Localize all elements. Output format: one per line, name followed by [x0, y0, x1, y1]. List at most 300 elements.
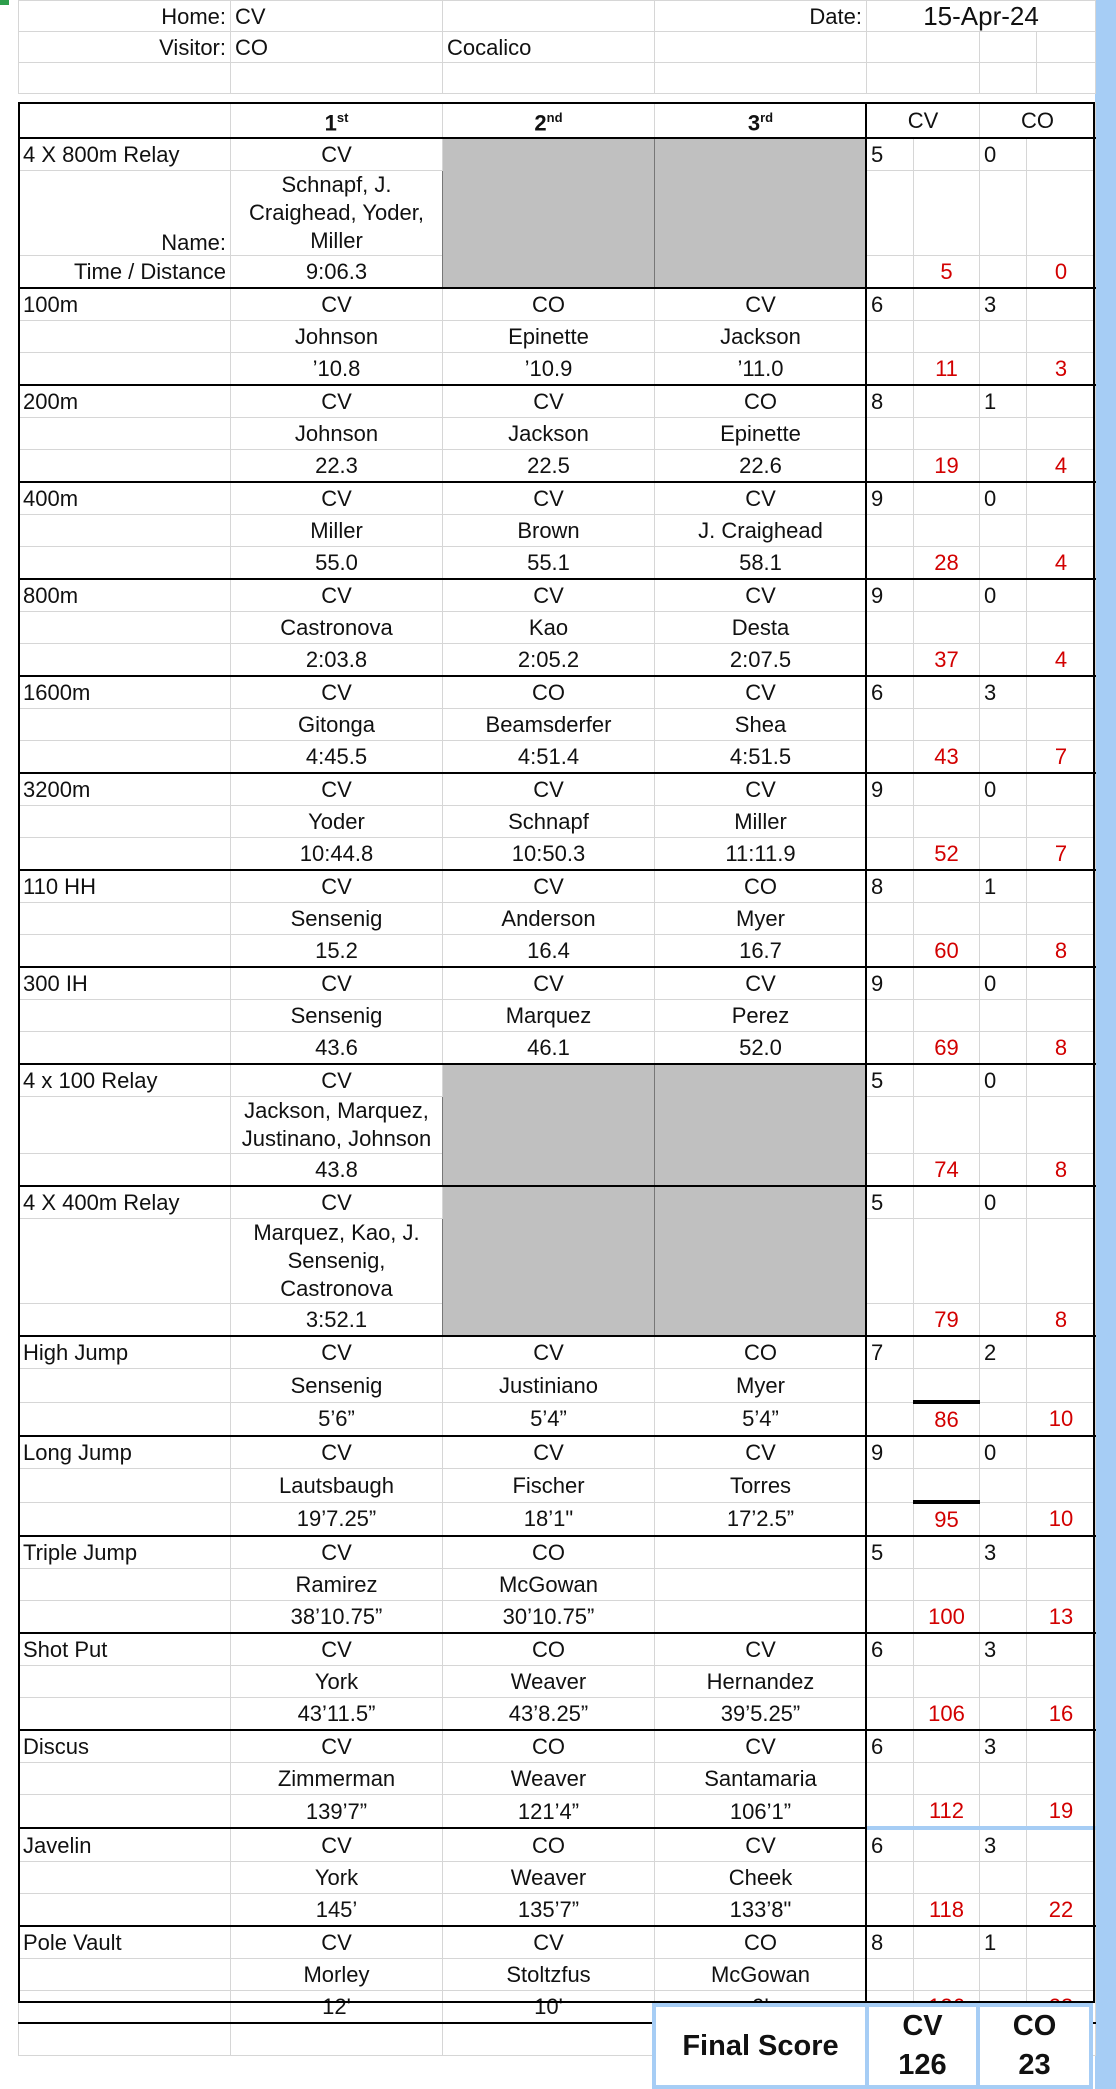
- athlete-name[interactable]: McGowan: [443, 1569, 655, 1601]
- event-points-a[interactable]: 5: [867, 1536, 914, 1569]
- final-score-box: [652, 2003, 1093, 2089]
- event-name[interactable]: 800m: [19, 579, 231, 612]
- athlete-name[interactable]: Perez: [655, 1000, 867, 1032]
- event-points-b[interactable]: 0: [980, 1186, 1027, 1219]
- home-label: Home:: [19, 1, 231, 32]
- cumulative-b: 8: [1027, 1304, 1096, 1337]
- meet-header: [18, 0, 1096, 94]
- relay-athletes[interactable]: Jackson, Marquez, Justinano, Johnson: [231, 1097, 443, 1154]
- marks-row: [19, 1402, 1096, 1436]
- marks-row: [19, 547, 1096, 580]
- col-header-third: 3rd: [655, 103, 867, 139]
- result-mark[interactable]: 11:11.9: [655, 838, 867, 871]
- relay-name-label[interactable]: [19, 1097, 231, 1154]
- event-row: [19, 1186, 1096, 1219]
- event-points-b[interactable]: 2: [980, 1336, 1027, 1369]
- marks-row: [19, 644, 1096, 677]
- athlete-name[interactable]: Hernandez: [655, 1666, 867, 1698]
- event-name[interactable]: 4 x 100 Relay: [19, 1064, 231, 1097]
- event-points-b[interactable]: 3: [980, 1828, 1027, 1862]
- time-label[interactable]: [19, 1304, 231, 1337]
- event-points-a[interactable]: 9: [867, 967, 914, 1000]
- result-mark[interactable]: 19’7.25”: [231, 1502, 443, 1536]
- athlete-name[interactable]: Sensenig: [231, 1369, 443, 1403]
- event-points-a[interactable]: 9: [867, 579, 914, 612]
- athlete-name[interactable]: Myer: [655, 1369, 867, 1403]
- cumulative-a: 37: [914, 644, 980, 677]
- relay-time[interactable]: 3:52.1: [231, 1304, 443, 1337]
- marks-row: [19, 1795, 1096, 1829]
- event-points-a[interactable]: 6: [867, 1633, 914, 1666]
- result-mark[interactable]: 39’5.25”: [655, 1698, 867, 1731]
- athletes-row: [19, 1369, 1096, 1403]
- event-name[interactable]: Shot Put: [19, 1633, 231, 1666]
- event-row: [19, 1926, 1096, 1959]
- final-team-b: CO: [978, 2007, 1089, 2046]
- athletes-row: [19, 321, 1096, 353]
- event-row: [19, 1730, 1096, 1763]
- event-row: [19, 870, 1096, 903]
- result-mark[interactable]: 2:03.8: [231, 644, 443, 677]
- event-points-b[interactable]: 3: [980, 1633, 1027, 1666]
- home-code[interactable]: CV: [231, 1, 443, 32]
- result-mark[interactable]: 22.3: [231, 450, 443, 483]
- event-points-b[interactable]: 0: [980, 967, 1027, 1000]
- result-mark[interactable]: 43.6: [231, 1032, 443, 1065]
- event-row: [19, 1064, 1096, 1097]
- cumulative-b: 7: [1027, 838, 1096, 871]
- place-team[interactable]: CV: [443, 967, 655, 1000]
- cumulative-a: 69: [914, 1032, 980, 1065]
- place-team[interactable]: CV: [231, 1436, 443, 1469]
- event-name[interactable]: 400m: [19, 482, 231, 515]
- relay-team[interactable]: CV: [231, 138, 443, 171]
- athlete-name[interactable]: Fischer: [443, 1469, 655, 1503]
- place-team[interactable]: CV: [443, 1436, 655, 1469]
- time-label[interactable]: [19, 1154, 231, 1187]
- athlete-name[interactable]: Beamsderfer: [443, 709, 655, 741]
- result-mark[interactable]: 16.4: [443, 935, 655, 968]
- relay-time[interactable]: 9:06.3: [231, 256, 443, 289]
- relay-blank-3rd: [655, 138, 867, 288]
- event-name[interactable]: Discus: [19, 1730, 231, 1763]
- place-team[interactable]: CV: [443, 482, 655, 515]
- final-score-label: Final Score: [682, 2029, 839, 2062]
- place-team[interactable]: CV: [443, 579, 655, 612]
- event-row: [19, 676, 1096, 709]
- relay-name-label[interactable]: Name:: [19, 171, 231, 256]
- place-team[interactable]: CV: [231, 288, 443, 321]
- place-team[interactable]: CO: [443, 1536, 655, 1569]
- marks-row: [19, 1698, 1096, 1731]
- athlete-name[interactable]: Jackson: [655, 321, 867, 353]
- place-team[interactable]: CV: [443, 870, 655, 903]
- cumulative-b: 7: [1027, 741, 1096, 774]
- place-team[interactable]: CV: [655, 482, 867, 515]
- event-points-a[interactable]: 6: [867, 676, 914, 709]
- athlete-name[interactable]: Torres: [655, 1469, 867, 1503]
- relay-blank-2nd: [443, 1064, 655, 1186]
- event-points-a[interactable]: 5: [867, 138, 914, 171]
- cumulative-b: 10: [1027, 1402, 1096, 1436]
- cumulative-a: 11: [914, 353, 980, 386]
- marks-row: [19, 741, 1096, 774]
- place-team[interactable]: CV: [231, 1926, 443, 1959]
- event-points-a[interactable]: 6: [867, 288, 914, 321]
- final-score-a: 126: [867, 2046, 978, 2085]
- event-points-b[interactable]: 1: [980, 1926, 1027, 1959]
- final-score-b: 23: [978, 2046, 1089, 2085]
- athlete-name[interactable]: Morley: [231, 1959, 443, 1991]
- relay-team[interactable]: CV: [231, 1064, 443, 1097]
- result-mark[interactable]: 4:51.4: [443, 741, 655, 774]
- col-header-team-a: CV: [867, 103, 980, 139]
- event-points-a[interactable]: 9: [867, 482, 914, 515]
- result-mark[interactable]: 58.1: [655, 547, 867, 580]
- result-mark[interactable]: 43’8.25”: [443, 1698, 655, 1731]
- athlete-name[interactable]: Yoder: [231, 806, 443, 838]
- athlete-name[interactable]: Marquez: [443, 1000, 655, 1032]
- cumulative-b: 4: [1027, 450, 1096, 483]
- marks-row: [19, 838, 1096, 871]
- result-mark[interactable]: 52.0: [655, 1032, 867, 1065]
- athlete-name[interactable]: Miller: [655, 806, 867, 838]
- event-points-b[interactable]: 0: [980, 138, 1027, 171]
- cumulative-b: 8: [1027, 1154, 1096, 1187]
- athlete-name[interactable]: Castronova: [231, 612, 443, 644]
- athletes-row: [19, 1666, 1096, 1698]
- result-mark[interactable]: ’10.9: [443, 353, 655, 386]
- athlete-name[interactable]: Shea: [655, 709, 867, 741]
- results-table: [18, 102, 1096, 2056]
- cumulative-a: 79: [914, 1304, 980, 1337]
- athlete-name[interactable]: Weaver: [443, 1862, 655, 1894]
- place-team[interactable]: CV: [231, 1633, 443, 1666]
- event-points-a[interactable]: 8: [867, 870, 914, 903]
- event-row: [19, 1336, 1096, 1369]
- athlete-name[interactable]: Epinette: [655, 418, 867, 450]
- event-name[interactable]: 3200m: [19, 773, 231, 806]
- cumulative-a: 43: [914, 741, 980, 774]
- cumulative-a: 52: [914, 838, 980, 871]
- result-mark[interactable]: 17’2.5”: [655, 1502, 867, 1536]
- athlete-name[interactable]: Gitonga: [231, 709, 443, 741]
- place-team[interactable]: CO: [443, 1730, 655, 1763]
- marks-row: [19, 935, 1096, 968]
- relay-time[interactable]: 43.8: [231, 1154, 443, 1187]
- place-team[interactable]: CO: [655, 1926, 867, 1959]
- place-team[interactable]: CV: [443, 385, 655, 418]
- relay-blank-2nd: [443, 1186, 655, 1336]
- result-mark[interactable]: 133’8": [655, 1894, 867, 1927]
- athlete-name[interactable]: Weaver: [443, 1763, 655, 1795]
- marks-row: [19, 1502, 1096, 1536]
- event-row: [19, 773, 1096, 806]
- place-team[interactable]: CV: [443, 1336, 655, 1369]
- event-points-a[interactable]: 8: [867, 1926, 914, 1959]
- athlete-name[interactable]: Anderson: [443, 903, 655, 935]
- col-header-first: 1st: [231, 103, 443, 139]
- event-points-a[interactable]: 6: [867, 1828, 914, 1862]
- event-row: [19, 1536, 1096, 1569]
- result-mark[interactable]: 55.1: [443, 547, 655, 580]
- athlete-name[interactable]: Epinette: [443, 321, 655, 353]
- event-row: [19, 1633, 1096, 1666]
- event-row: [19, 1436, 1096, 1469]
- place-team[interactable]: CV: [655, 967, 867, 1000]
- result-mark[interactable]: 43’11.5”: [231, 1698, 443, 1731]
- result-mark[interactable]: 15.2: [231, 935, 443, 968]
- place-team[interactable]: CO: [443, 1633, 655, 1666]
- place-team[interactable]: CV: [231, 482, 443, 515]
- cumulative-a: 60: [914, 935, 980, 968]
- visitor-code[interactable]: CO: [231, 32, 443, 63]
- athletes-row: [19, 515, 1096, 547]
- event-name[interactable]: 4 X 400m Relay: [19, 1186, 231, 1219]
- athlete-name[interactable]: McGowan: [655, 1959, 867, 1991]
- athlete-name[interactable]: Lautsbaugh: [231, 1469, 443, 1503]
- date-label: Date:: [655, 1, 867, 32]
- athlete-name[interactable]: Desta: [655, 612, 867, 644]
- place-team[interactable]: CV: [655, 1436, 867, 1469]
- cumulative-a: 100: [914, 1601, 980, 1634]
- result-mark[interactable]: 22.6: [655, 450, 867, 483]
- result-mark[interactable]: 10': [443, 1991, 655, 2024]
- result-mark[interactable]: 22.5: [443, 450, 655, 483]
- event-points-a[interactable]: 7: [867, 1336, 914, 1369]
- place-team[interactable]: CO: [443, 288, 655, 321]
- result-mark[interactable]: 2:05.2: [443, 644, 655, 677]
- event-points-b[interactable]: 1: [980, 870, 1027, 903]
- place-team[interactable]: CV: [443, 773, 655, 806]
- place-team[interactable]: CV: [655, 1828, 867, 1862]
- marks-row: [19, 1032, 1096, 1065]
- result-mark[interactable]: 5’4”: [443, 1402, 655, 1436]
- cumulative-a: 28: [914, 547, 980, 580]
- athletes-row: [19, 1959, 1096, 1991]
- result-mark[interactable]: 38’10.75”: [231, 1601, 443, 1634]
- place-team[interactable]: CV: [655, 579, 867, 612]
- event-points-b[interactable]: 0: [980, 1436, 1027, 1469]
- cumulative-b: 4: [1027, 547, 1096, 580]
- athletes-row: [19, 612, 1096, 644]
- cumulative-a: 5: [914, 256, 980, 289]
- athlete-name[interactable]: York: [231, 1862, 443, 1894]
- result-mark[interactable]: 4:45.5: [231, 741, 443, 774]
- marks-row: [19, 450, 1096, 483]
- cumulative-b: 19: [1027, 1795, 1096, 1829]
- result-mark[interactable]: 16.7: [655, 935, 867, 968]
- place-team[interactable]: CV: [231, 676, 443, 709]
- event-name[interactable]: Pole Vault: [19, 1926, 231, 1959]
- place-team[interactable]: CO: [655, 1336, 867, 1369]
- result-mark[interactable]: 139’7”: [231, 1795, 443, 1829]
- event-name[interactable]: 100m: [19, 288, 231, 321]
- event-name[interactable]: Long Jump: [19, 1436, 231, 1469]
- result-mark[interactable]: 46.1: [443, 1032, 655, 1065]
- event-points-b[interactable]: 3: [980, 676, 1027, 709]
- result-mark[interactable]: 135’7”: [443, 1894, 655, 1927]
- event-name[interactable]: 1600m: [19, 676, 231, 709]
- event-name[interactable]: Triple Jump: [19, 1536, 231, 1569]
- result-mark[interactable]: ’11.0: [655, 353, 867, 386]
- place-team[interactable]: CV: [231, 1336, 443, 1369]
- athlete-name[interactable]: Justiniano: [443, 1369, 655, 1403]
- athlete-name[interactable]: York: [231, 1666, 443, 1698]
- cell-cursor-mark: [0, 0, 9, 5]
- result-mark[interactable]: [655, 1601, 867, 1634]
- athletes-row: [19, 418, 1096, 450]
- athlete-name[interactable]: Santamaria: [655, 1763, 867, 1795]
- place-team[interactable]: CO: [655, 870, 867, 903]
- event-name[interactable]: High Jump: [19, 1336, 231, 1369]
- athlete-name[interactable]: Jackson: [443, 418, 655, 450]
- athlete-name[interactable]: [655, 1569, 867, 1601]
- event-points-a[interactable]: 8: [867, 385, 914, 418]
- result-mark[interactable]: 145’: [231, 1894, 443, 1927]
- cumulative-b: 22: [1027, 1894, 1096, 1927]
- athlete-name[interactable]: Brown: [443, 515, 655, 547]
- relay-team[interactable]: CV: [231, 1186, 443, 1219]
- event-points-b[interactable]: 0: [980, 482, 1027, 515]
- event-points-b[interactable]: 0: [980, 773, 1027, 806]
- cumulative-a: 86: [914, 1402, 980, 1436]
- result-mark[interactable]: 18’1": [443, 1502, 655, 1536]
- athlete-name[interactable]: Cheek: [655, 1862, 867, 1894]
- result-mark[interactable]: 121’4”: [443, 1795, 655, 1829]
- athletes-row: [19, 1569, 1096, 1601]
- cumulative-b: 16: [1027, 1698, 1096, 1731]
- place-team[interactable]: CV: [231, 967, 443, 1000]
- athletes-row: [19, 1763, 1096, 1795]
- athletes-row: [19, 903, 1096, 935]
- athletes-row: [19, 709, 1096, 741]
- result-mark[interactable]: 106’1”: [655, 1795, 867, 1829]
- result-mark[interactable]: 5’4”: [655, 1402, 867, 1436]
- athlete-name[interactable]: Sensenig: [231, 903, 443, 935]
- event-row: [19, 385, 1096, 418]
- date-value[interactable]: 15-Apr-24: [867, 1, 1096, 32]
- place-team[interactable]: CV: [655, 1730, 867, 1763]
- cumulative-b: 0: [1027, 256, 1096, 289]
- place-team[interactable]: CV: [655, 773, 867, 806]
- result-mark[interactable]: 4:51.5: [655, 741, 867, 774]
- event-points-a[interactable]: 9: [867, 1436, 914, 1469]
- athlete-name[interactable]: Miller: [231, 515, 443, 547]
- place-team[interactable]: CV: [655, 676, 867, 709]
- col-header-team-b: CO: [980, 103, 1096, 139]
- place-team[interactable]: CV: [231, 1828, 443, 1862]
- athletes-row: [19, 1469, 1096, 1503]
- place-team[interactable]: CV: [655, 288, 867, 321]
- cumulative-b: 4: [1027, 644, 1096, 677]
- result-mark[interactable]: 10:50.3: [443, 838, 655, 871]
- place-team[interactable]: CV: [231, 1730, 443, 1763]
- place-team[interactable]: CV: [443, 1926, 655, 1959]
- cumulative-a: 74: [914, 1154, 980, 1187]
- relay-athletes[interactable]: Schnapf, J. Craighead, Yoder, Miller: [231, 171, 443, 256]
- result-mark[interactable]: 30’10.75”: [443, 1601, 655, 1634]
- cumulative-a: 118: [914, 1894, 980, 1927]
- event-points-a[interactable]: 6: [867, 1730, 914, 1763]
- event-points-a[interactable]: 5: [867, 1064, 914, 1097]
- athlete-name[interactable]: Ramirez: [231, 1569, 443, 1601]
- athlete-name[interactable]: J. Craighead: [655, 515, 867, 547]
- result-mark[interactable]: 5’6”: [231, 1402, 443, 1436]
- event-row: [19, 967, 1096, 1000]
- event-name[interactable]: Javelin: [19, 1828, 231, 1862]
- event-points-a[interactable]: 5: [867, 1186, 914, 1219]
- relay-blank-2nd: [443, 138, 655, 288]
- athlete-name[interactable]: Kao: [443, 612, 655, 644]
- event-name[interactable]: 300 IH: [19, 967, 231, 1000]
- event-name[interactable]: 4 X 800m Relay: [19, 138, 231, 171]
- visitor-name[interactable]: Cocalico: [443, 32, 655, 63]
- athlete-name[interactable]: Stoltzfus: [443, 1959, 655, 1991]
- cumulative-a: 106: [914, 1698, 980, 1731]
- col-header-second: 2nd: [443, 103, 655, 139]
- result-mark[interactable]: 12': [231, 1991, 443, 2024]
- athletes-row: [19, 1862, 1096, 1894]
- cumulative-a: 112: [914, 1795, 980, 1829]
- athlete-name[interactable]: Sensenig: [231, 1000, 443, 1032]
- athlete-name[interactable]: Myer: [655, 903, 867, 935]
- place-team[interactable]: [655, 1536, 867, 1569]
- relay-blank-3rd: [655, 1186, 867, 1336]
- event-points-b[interactable]: 1: [980, 385, 1027, 418]
- marks-row: [19, 1894, 1096, 1927]
- event-points-b[interactable]: 3: [980, 1536, 1027, 1569]
- relay-athletes[interactable]: Marquez, Kao, J. Sensenig, Castronova: [231, 1219, 443, 1304]
- athlete-name[interactable]: Johnson: [231, 321, 443, 353]
- place-team[interactable]: CV: [231, 1536, 443, 1569]
- place-team[interactable]: CO: [655, 385, 867, 418]
- athletes-row: [19, 1000, 1096, 1032]
- place-team[interactable]: CV: [231, 579, 443, 612]
- place-team[interactable]: CV: [231, 385, 443, 418]
- visitor-label: Visitor:: [19, 32, 231, 63]
- athletes-row: [19, 806, 1096, 838]
- athlete-name[interactable]: Johnson: [231, 418, 443, 450]
- event-row: [19, 288, 1096, 321]
- result-mark[interactable]: 55.0: [231, 547, 443, 580]
- athlete-name[interactable]: Weaver: [443, 1666, 655, 1698]
- result-mark[interactable]: 10:44.8: [231, 838, 443, 871]
- event-points-b[interactable]: 3: [980, 1730, 1027, 1763]
- place-team[interactable]: CO: [443, 1828, 655, 1862]
- event-points-b[interactable]: 3: [980, 288, 1027, 321]
- place-team[interactable]: CO: [443, 676, 655, 709]
- cumulative-a: 95: [914, 1502, 980, 1536]
- event-points-b[interactable]: 0: [980, 1064, 1027, 1097]
- event-points-b[interactable]: 0: [980, 579, 1027, 612]
- event-name[interactable]: 200m: [19, 385, 231, 418]
- event-name[interactable]: 110 HH: [19, 870, 231, 903]
- athlete-name[interactable]: Zimmerman: [231, 1763, 443, 1795]
- event-row: [19, 1828, 1096, 1862]
- result-mark[interactable]: ’10.8: [231, 353, 443, 386]
- relay-name-label[interactable]: [19, 1219, 231, 1304]
- result-mark[interactable]: 2:07.5: [655, 644, 867, 677]
- place-team[interactable]: CV: [655, 1633, 867, 1666]
- time-label[interactable]: Time / Distance: [19, 256, 231, 289]
- cumulative-b: 13: [1027, 1601, 1096, 1634]
- place-team[interactable]: CV: [231, 773, 443, 806]
- event-points-a[interactable]: 9: [867, 773, 914, 806]
- athlete-name[interactable]: Schnapf: [443, 806, 655, 838]
- place-team[interactable]: CV: [231, 870, 443, 903]
- cumulative-b: 8: [1027, 935, 1096, 968]
